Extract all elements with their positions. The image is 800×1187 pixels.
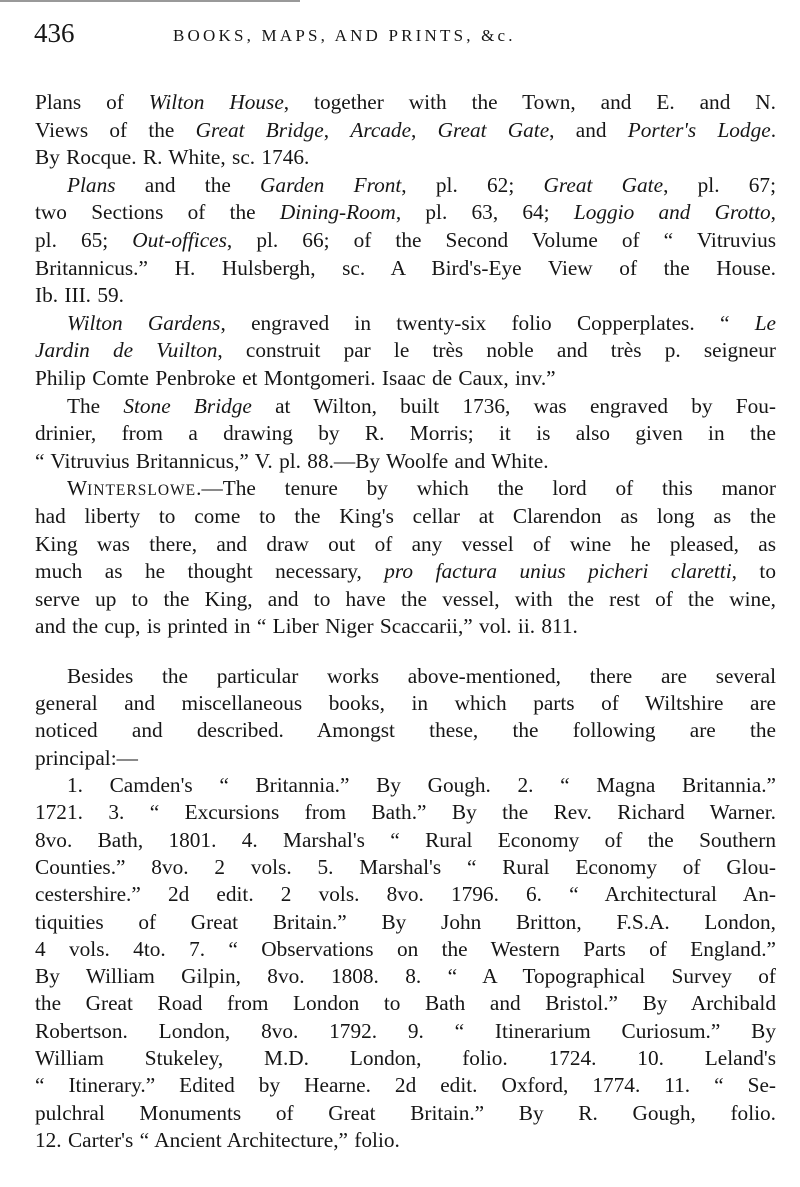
text-line	[35, 1018, 776, 1045]
text-run: pl. 65;	[35, 227, 133, 252]
text-run: King was there, and draw out of any vessel of wine he pleased, as	[35, 531, 776, 556]
text-line	[35, 282, 776, 310]
text-run: W	[67, 476, 88, 501]
text-run: ,	[411, 117, 438, 142]
text-run: and the cup, is printed in “ Liber Niger Scaccarii,” vol. ii. 811.	[35, 614, 578, 639]
text-run: principal:—	[35, 745, 138, 770]
text-run: drinier, from a drawing by R. Morris; it is also given in the	[35, 421, 776, 446]
italic-text: Loggio and Grotto	[573, 200, 771, 225]
text-line	[35, 1100, 776, 1127]
text-line	[35, 420, 776, 448]
italic-text: Dining-Room	[279, 200, 396, 225]
text-run: tiquities of Great Britain.” By John Britton, F.S.A. London,	[35, 909, 776, 934]
text-run: noticed and described. Amongst these, the following are the	[35, 718, 776, 743]
text-line	[35, 393, 776, 421]
text-run: Robertson. London, 8vo. 1792. 9. “ Itinerarium Curiosum.” By	[35, 1018, 776, 1043]
text-line	[35, 337, 776, 365]
page-body	[35, 89, 776, 1154]
text-line	[35, 663, 776, 690]
text-line	[35, 881, 776, 908]
text-run: , together with the Town, and E. and N.	[283, 90, 777, 114]
text-run: 8vo. Bath, 1801. 4. Marshal's “ Rural Economy of the Southern	[35, 827, 776, 852]
text-run: 12. Carter's “ Ancient Architecture,” folio.	[35, 1127, 400, 1152]
italic-text: Arcade	[350, 117, 412, 142]
text-run: 4 vols. 4to. 7. “ Observations on the Western Parts of England.”	[35, 936, 776, 961]
text-run: , pl. 66; of the Second Volume of “ Vitruvius	[226, 227, 777, 252]
text-line	[35, 936, 776, 963]
text-run: cestershire.” 2d edit. 2 vols. 8vo. 1796. 6. “ Architectural An-	[35, 882, 776, 907]
text-line	[35, 854, 776, 881]
text-run: pulchral Monuments of Great Britain.” By R. Gough, folio.	[35, 1100, 776, 1125]
text-line	[35, 448, 776, 476]
text-line	[35, 255, 776, 283]
text-line	[35, 963, 776, 990]
text-run: 1. Camden's “ Britannia.” By Gough. 2. “ Magna Britannia.”	[67, 773, 776, 798]
text-line	[35, 503, 776, 531]
page-number: 436	[34, 18, 75, 48]
wilton-winterslowe-section	[35, 89, 776, 641]
text-run: Ib. III. 59.	[35, 283, 124, 308]
text-line	[35, 827, 776, 854]
italic-text: pro factura unius picheri claretti	[384, 559, 732, 584]
text-line	[35, 1045, 776, 1072]
small-caps-text: INTERSLOWE	[87, 482, 197, 500]
italic-text: Great Gate	[543, 172, 664, 197]
text-line	[35, 799, 776, 826]
italic-text: Le	[754, 310, 776, 335]
text-line	[35, 558, 776, 586]
text-run: two Sections of the	[35, 200, 280, 225]
text-run: general and miscellaneous books, in which parts of Wiltshire are	[35, 691, 776, 716]
text-line	[35, 690, 776, 717]
text-run: much as he thought necessary,	[35, 559, 385, 584]
text-line	[35, 990, 776, 1017]
text-run: , and	[549, 117, 628, 142]
text-line	[35, 199, 776, 227]
text-run: and the	[115, 172, 261, 197]
italic-text: Stone Bridge	[123, 393, 252, 418]
italic-text: Garden Front	[260, 172, 402, 197]
text-run: serve up to the King, and to have the vessel, with the rest of the wine,	[35, 586, 776, 611]
text-run: the Great Road from London to Bath and Bristol.” By Archibald	[35, 991, 776, 1016]
text-run: .—The tenure by which the lord of this manor	[196, 476, 776, 501]
italic-text: Porter's Lodge	[627, 117, 771, 142]
text-run: , to	[731, 559, 776, 584]
text-run: , pl. 63, 64;	[395, 200, 574, 225]
text-run: Philip Comte Penbroke et Montgomeri. Isaac de Caux, inv.”	[35, 365, 556, 390]
text-line	[35, 613, 776, 641]
text-line	[35, 227, 776, 255]
italic-text: Out-offices	[132, 227, 227, 252]
text-run: By William Gilpin, 8vo. 1808. 8. “ A Topographical Survey of	[35, 964, 776, 989]
text-line	[35, 717, 776, 744]
general-books-section	[35, 663, 776, 1154]
italic-text: Wilton House	[148, 90, 284, 114]
text-line	[35, 117, 776, 145]
section-gap	[35, 641, 776, 663]
text-line	[35, 909, 776, 936]
text-run: William Stukeley, M.D. London, folio. 1724. 10. Leland's	[35, 1046, 776, 1071]
text-run: By Rocque. R. White, sc. 1746.	[35, 145, 310, 170]
italic-text: Plans	[67, 172, 116, 197]
text-line	[35, 531, 776, 559]
text-run: “ Vitruvius Britannicus,” V. pl. 88.—By Woolfe and White.	[35, 448, 549, 473]
text-line	[35, 365, 776, 393]
text-line	[35, 1072, 776, 1099]
text-run: Plans of	[35, 90, 149, 114]
running-title: BOOKS, MAPS, AND PRINTS, &c.	[173, 26, 516, 45]
text-run: at Wilton, built 1736, was engraved by Fou-	[251, 393, 776, 418]
text-run: 1721. 3. “ Excursions from Bath.” By the Rev. Richard Warner.	[35, 800, 776, 825]
text-run: Views of the	[35, 117, 196, 142]
text-run: , engraved in twenty-six folio Copperplates. “	[220, 310, 755, 335]
text-line	[35, 586, 776, 614]
text-run: The	[67, 393, 124, 418]
italic-text: Great Bridge	[195, 117, 324, 142]
italic-text: Great Gate	[437, 117, 550, 142]
text-run: ,	[323, 117, 351, 142]
text-run: had liberty to come to the King's cellar at Clarendon as long as the	[35, 503, 776, 528]
text-run: , pl. 62;	[401, 172, 544, 197]
text-run: Britannicus.” H. Hulsbergh, sc. A Bird's-Eye View of the House.	[35, 255, 776, 280]
text-run: , pl. 67;	[663, 172, 776, 197]
text-run: , construit par le très noble and très p. seigneur	[217, 338, 776, 363]
italic-text: Wilton Gardens	[67, 310, 221, 335]
text-line	[35, 745, 776, 772]
text-line	[35, 144, 776, 172]
scan-edge	[0, 0, 300, 2]
text-run: .	[770, 117, 777, 142]
text-run: ,	[770, 200, 776, 225]
text-line	[35, 89, 776, 117]
text-run: “ Itinerary.” Edited by Hearne. 2d edit. Oxford, 1774. 11. “ Se-	[35, 1073, 776, 1098]
text-run: Besides the particular works above-mentioned, there are several	[67, 663, 776, 688]
italic-text: Jardin de Vuilton	[35, 338, 218, 363]
text-line	[35, 1127, 776, 1154]
text-run: Counties.” 8vo. 2 vols. 5. Marshal's “ Rural Economy of Glou-	[35, 854, 776, 879]
text-line	[35, 172, 776, 200]
text-line	[35, 772, 776, 799]
text-line	[35, 475, 776, 503]
text-line	[35, 310, 776, 338]
